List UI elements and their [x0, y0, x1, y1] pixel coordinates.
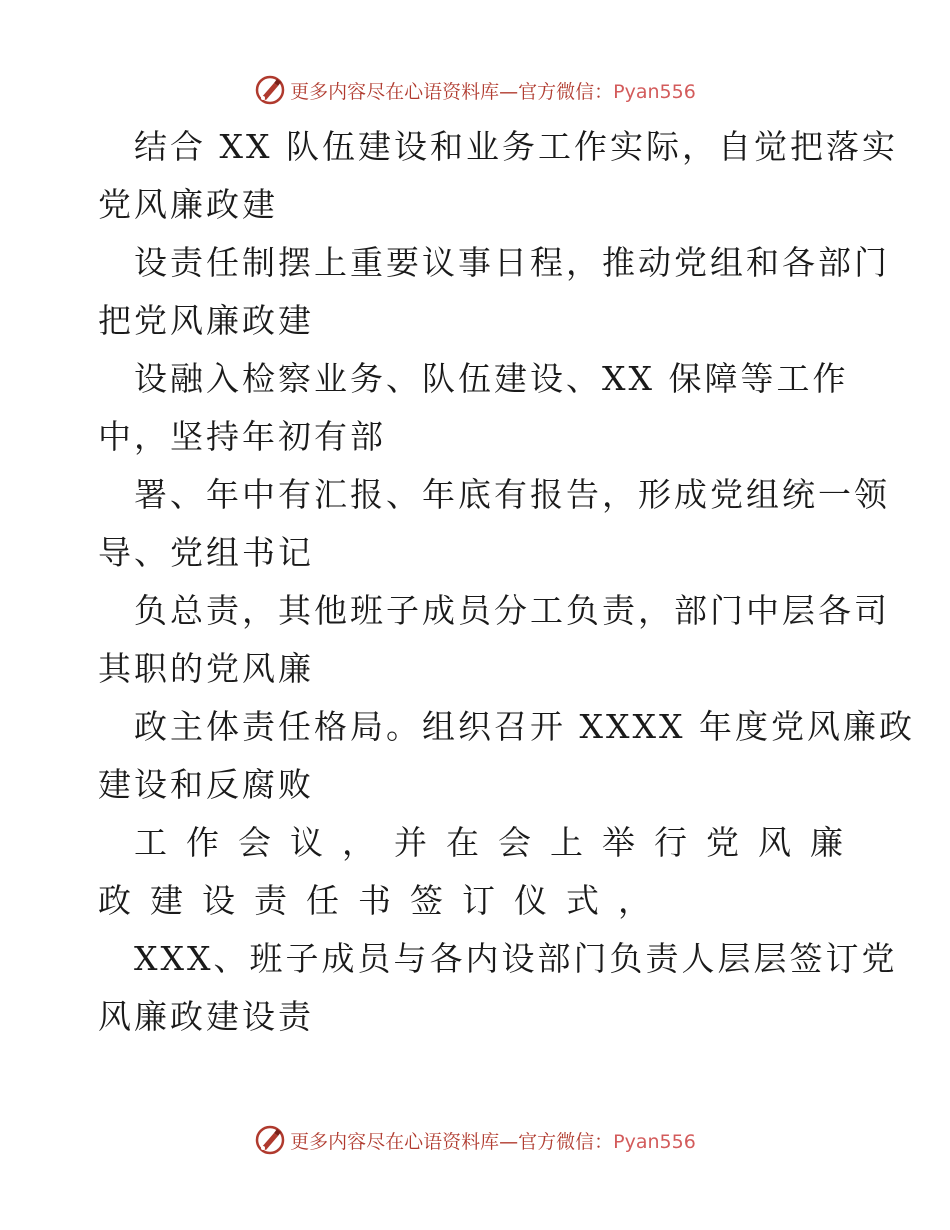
paragraph-line: XXX、班子成员与各内设部门负责人层层签订党: [134, 939, 898, 978]
document-body: [98, 118, 915, 1046]
paragraph-line: 结合 XX 队伍建设和业务工作实际，自觉把落实: [134, 127, 898, 166]
paragraph-line: 党风廉政建: [98, 185, 278, 224]
paragraph-line: 政建设责任书签订仪式，: [98, 881, 670, 920]
paragraph-line: 导、党组书记: [98, 533, 314, 572]
paragraph-line: 设责任制摆上重要议事日程，推动党组和各部门: [134, 243, 890, 282]
banner-text: 更多内容尽在心语资料库—官方微信：Pyan556: [290, 80, 696, 103]
wechat-id: Pyan556: [613, 1130, 696, 1153]
paragraph-line: 政主体责任格局。组织召开 XXXX 年度党风廉政: [134, 707, 915, 746]
footer-banner: [0, 1120, 950, 1160]
paragraph-line: 负总责，其他班子成员分工负责，部门中层各司: [134, 591, 890, 630]
banner-text: 更多内容尽在心语资料库—官方微信：Pyan556: [290, 1130, 696, 1153]
pen-logo-icon: [254, 74, 286, 106]
paragraph-line: 工作会议，并在会上举行党风廉: [134, 823, 862, 862]
header-banner: [0, 70, 950, 110]
paragraph-line: 署、年中有汇报、年底有报告，形成党组统一领: [134, 475, 890, 514]
wechat-id: Pyan556: [613, 80, 696, 103]
paragraph-line: 中，坚持年初有部: [98, 417, 386, 456]
paragraph-line: 风廉政建设责: [98, 997, 314, 1036]
pen-logo-icon: [254, 1124, 286, 1156]
paragraph-line: 建设和反腐败: [98, 765, 314, 804]
paragraph-line: 设融入检察业务、队伍建设、XX 保障等工作: [134, 359, 849, 398]
paragraph-line: 其职的党风廉: [98, 649, 314, 688]
paragraph-line: 把党风廉政建: [98, 301, 314, 340]
